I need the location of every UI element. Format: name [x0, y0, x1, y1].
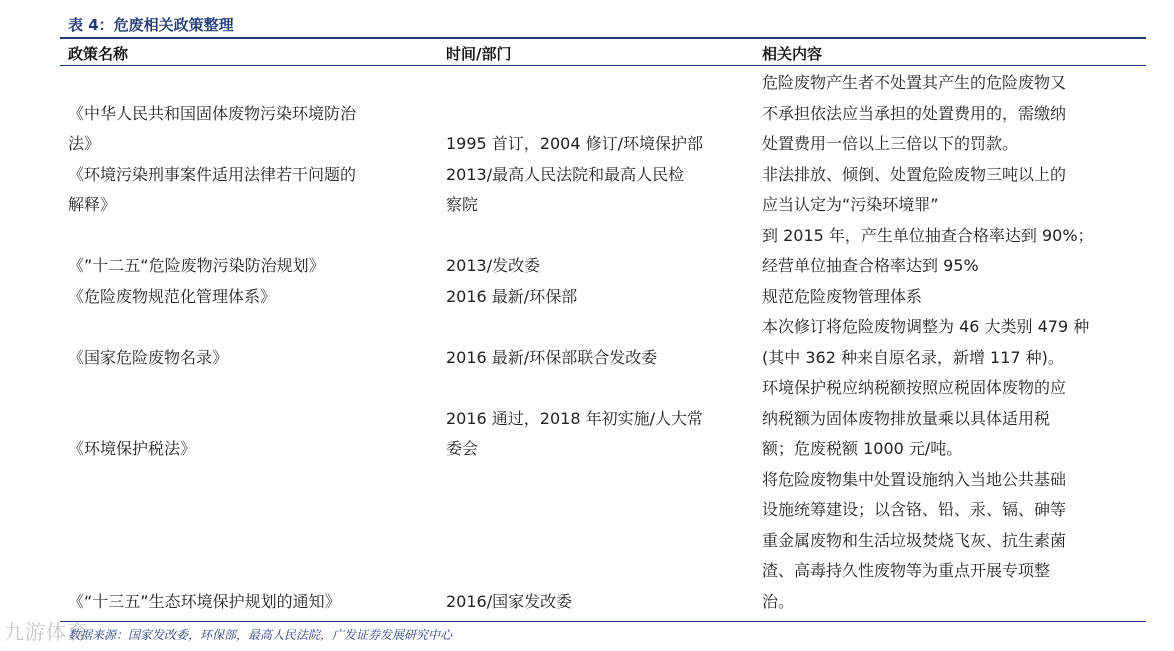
cell-line: 2016/国家发改委 — [446, 591, 573, 611]
cell-line: 1995 首订，2004 修订/环境保护部 — [446, 134, 704, 153]
table-caption: 表 4：危废相关政策整理 — [68, 16, 234, 34]
related-content-cell — [762, 160, 1142, 221]
related-content-cell — [762, 68, 1142, 160]
header-time-department: 时间/部门 — [446, 45, 512, 63]
cell-line: 渣、高毒持久性废物等为重点开展专项整 — [762, 561, 1051, 580]
cell-line: 察院 — [446, 195, 479, 214]
cell-line: 法》 — [68, 134, 101, 153]
cell-line: 环境保护税应纳税额按照应税固体废物的应 — [762, 378, 1067, 397]
watermark-logo: 九游体育 — [4, 620, 88, 644]
cell-line: 经营单位抽查合格率达到 95% — [762, 256, 979, 275]
header-policy-name: 政策名称 — [68, 45, 129, 63]
cell-line: 《”十二五“危险废物污染防治规划》 — [68, 256, 325, 275]
cell-line: 非法排放、倾倒、处置危险废物三吨以上的 — [762, 164, 1067, 184]
table-row — [0, 373, 1174, 465]
header-related-content: 相关内容 — [762, 45, 823, 63]
cell-line: 纳税额为固体废物排放量乘以具体适用税 — [762, 408, 1051, 428]
cell-line: 设施统筹建设；以含铬、铅、汞、镉、砷等 — [762, 500, 1067, 519]
time-department-cell — [446, 251, 746, 282]
table-row — [0, 465, 1174, 618]
policy-name-cell — [68, 282, 438, 313]
cell-line: 危险废物产生者不处置其产生的危险废物又 — [762, 73, 1067, 92]
cell-line: 2016 最新/环保部联合发改委 — [446, 347, 658, 367]
time-department-cell — [446, 343, 746, 374]
cell-line: 本次修订将危险废物调整为 46 大类别 479 种 — [762, 317, 1090, 336]
data-source-note: 数据来源：国家发改委，环保部，最高人民法院，广发证券发展研究中心 — [68, 628, 453, 642]
table-row — [0, 160, 1174, 221]
time-department-cell — [446, 160, 746, 221]
policy-name-cell — [68, 587, 438, 618]
cell-line: 将危险废物集中处置设施纳入当地公共基础 — [762, 469, 1067, 489]
cell-line: 2013/发改委 — [446, 256, 541, 275]
related-content-cell — [762, 373, 1142, 465]
time-department-cell — [446, 282, 746, 313]
cell-line: 到 2015 年，产生单位抽查合格率达到 90%； — [762, 225, 1094, 245]
policy-name-cell — [68, 99, 438, 160]
related-content-cell — [762, 312, 1142, 373]
cell-line: 解释》 — [68, 195, 117, 214]
table-header — [60, 37, 1146, 66]
cell-line: 治。 — [762, 591, 795, 611]
cell-line: 《“十三五”生态环境保护规划的通知》 — [68, 591, 341, 611]
related-content-cell — [762, 465, 1142, 618]
policy-name-cell — [68, 251, 438, 282]
time-department-cell — [446, 404, 746, 465]
cell-line: 委会 — [446, 439, 479, 458]
policy-name-cell — [68, 343, 438, 374]
cell-line: 《危险废物规范化管理体系》 — [68, 286, 277, 306]
cell-line: 2016 最新/环保部 — [446, 286, 578, 306]
table-row — [0, 221, 1174, 282]
policy-name-cell — [68, 160, 438, 221]
time-department-cell — [446, 587, 746, 618]
cell-line: (其中 362 种来自原名录，新增 117 种)。 — [762, 347, 1064, 367]
table-bottom-rule — [60, 621, 1146, 622]
table-row — [0, 282, 1174, 313]
cell-line: 《环境保护税法》 — [68, 439, 197, 458]
time-department-cell — [446, 129, 746, 160]
cell-line: 应当认定为“污染环境罪” — [762, 195, 939, 214]
cell-line: 《环境污染刑事案件适用法律若干问题的 — [68, 164, 357, 184]
cell-line: 处置费用一倍以上三倍以下的罚款。 — [762, 134, 1019, 153]
cell-line: 2013/最高人民法院和最高人民检 — [446, 164, 685, 184]
cell-line: 规范危险废物管理体系 — [762, 286, 923, 306]
related-content-cell — [762, 282, 1142, 313]
cell-line: 额；危废税额 1000 元/吨。 — [762, 439, 963, 458]
cell-line: 不承担依法应当承担的处置费用的，需缴纳 — [762, 103, 1067, 123]
table-body — [0, 68, 1174, 617]
policy-name-cell — [68, 434, 438, 465]
table-row — [0, 312, 1174, 373]
table-row — [0, 68, 1174, 160]
cell-line: 《国家危险废物名录》 — [68, 347, 229, 367]
cell-line: 《中华人民共和国固体废物污染环境防治 — [68, 103, 357, 123]
cell-line: 重金属废物和生活垃圾焚烧飞灰、抗生素菌 — [762, 530, 1067, 550]
related-content-cell — [762, 221, 1142, 282]
cell-line: 2016 通过，2018 年初实施/人大常 — [446, 408, 704, 428]
